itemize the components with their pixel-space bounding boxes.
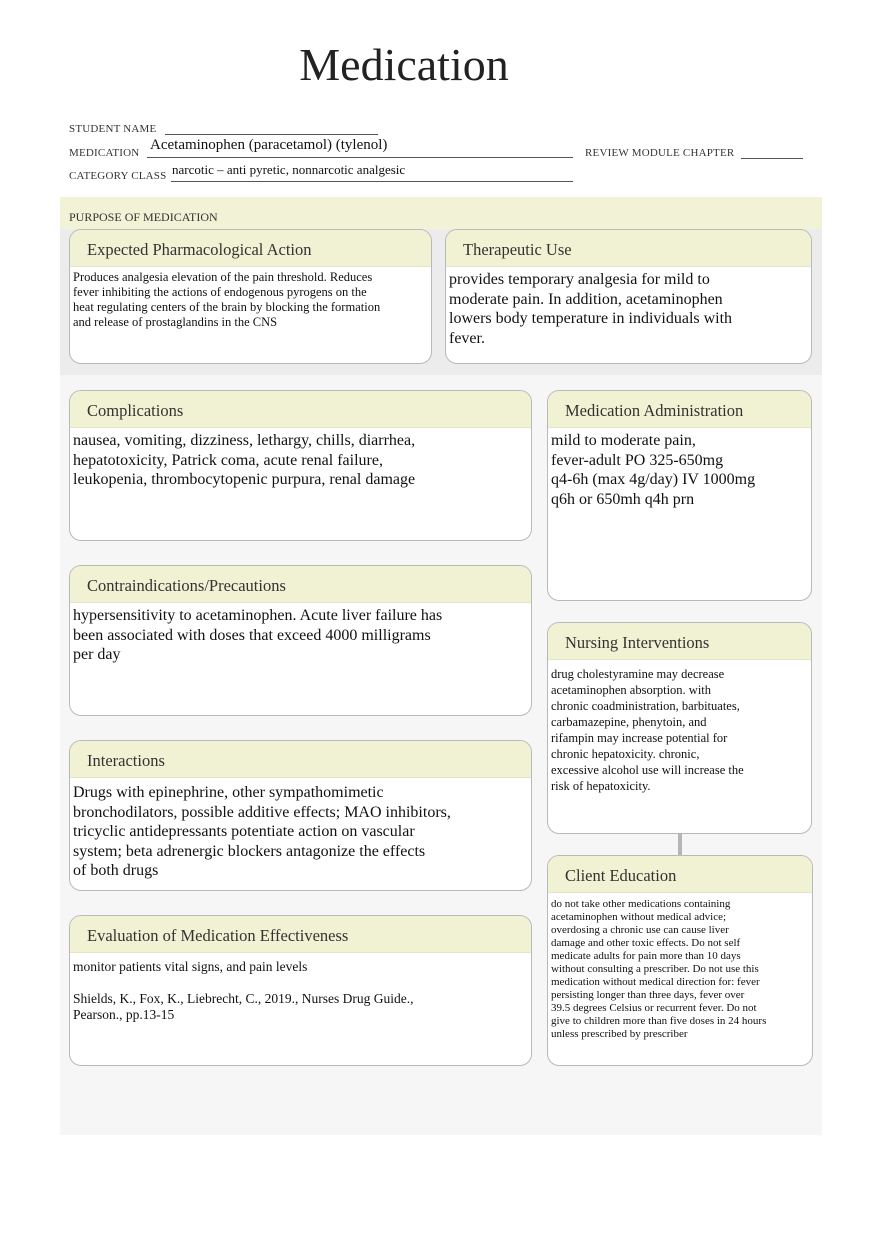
client-education-line: 39.5 degrees Celsius or recurrent fever. Do not (551, 1002, 757, 1014)
nursing-interventions-box (547, 622, 812, 834)
category-class-value: narcotic – anti pyretic, nonnarcotic analgesic (172, 162, 406, 177)
box-connector (678, 833, 682, 855)
nursing-interventions-title: Nursing Interventions (548, 623, 811, 660)
expected-action-content[interactable] (70, 267, 431, 330)
evaluation-line: monitor patients vital signs, and pain levels (73, 959, 308, 974)
client-education-line: damage and other toxic effects. Do not self (551, 937, 741, 949)
therapeutic-use-title: Therapeutic Use (446, 230, 811, 267)
interactions-content[interactable] (70, 778, 531, 881)
evaluation-spacer (73, 975, 527, 991)
therapeutic-use-line: fever. (449, 329, 485, 347)
expected-action-box (69, 229, 432, 364)
nursing-line: chronic coadministration, barbituates, (551, 699, 740, 713)
client-education-title: Client Education (548, 856, 812, 893)
nursing-line: acetaminophen absorption. with (551, 683, 712, 697)
administration-line: q4-6h (max 4g/day) IV 1000mg (551, 471, 756, 488)
medication-label: MEDICATION (69, 147, 140, 159)
page-title: Medication (299, 39, 509, 90)
nursing-interventions-content[interactable] (548, 660, 811, 794)
nursing-line: carbamazepine, phenytoin, and (551, 715, 707, 729)
expected-action-line: and release of prostaglandins in the CNS (73, 315, 278, 329)
complications-line: leukopenia, thrombocytopenic purpura, renal damage (73, 471, 416, 488)
client-education-line: medication without medical direction for: fever (551, 976, 760, 988)
nursing-line: risk of hepatoxicity. (551, 779, 651, 793)
client-education-line: acetaminophen without medical advice; (551, 911, 727, 923)
contraindications-box (69, 565, 532, 716)
interactions-line: system; beta adrenergic blockers antagonize the effects (73, 842, 426, 860)
evaluation-content[interactable] (70, 953, 531, 1023)
client-education-line: overdosing a chronic use can cause liver (551, 924, 729, 936)
complications-line: nausea, vomiting, dizziness, lethargy, chills, diarrhea, (73, 432, 416, 449)
nursing-line: chronic hepatoxicity. chronic, (551, 747, 700, 761)
interactions-line: Drugs with epinephrine, other sympathomimetic (73, 784, 384, 801)
client-education-box (547, 855, 813, 1066)
administration-title: Medication Administration (548, 391, 811, 428)
medication-field[interactable] (147, 137, 573, 158)
complications-box (69, 390, 532, 541)
evaluation-title: Evaluation of Medication Effectiveness (70, 916, 531, 953)
contraindications-content[interactable] (70, 603, 531, 665)
expected-action-line: fever inhibiting the actions of endogenous pyrogens on the (73, 285, 367, 299)
client-education-line: give to children more than five doses in 24 hours (551, 1015, 767, 1027)
expected-action-line: Produces analgesia elevation of the pain threshold. Reduces (73, 270, 373, 284)
category-class-label: CATEGORY CLASS (69, 170, 167, 182)
interactions-line: of both drugs (73, 862, 159, 879)
client-education-line: medicate adults for pain more than 10 days (551, 950, 741, 962)
client-education-content[interactable] (548, 893, 812, 1041)
therapeutic-use-box (445, 229, 812, 364)
client-education-line: persisting longer than three days, fever over (551, 989, 745, 1001)
evaluation-line: Pearson., pp.13-15 (73, 1007, 175, 1022)
student-name-field[interactable] (165, 118, 378, 135)
purpose-label: PURPOSE OF MEDICATION (69, 210, 218, 224)
medication-value: Acetaminophen (paracetamol) (tylenol) (150, 137, 388, 153)
therapeutic-use-content[interactable] (446, 267, 811, 348)
nursing-line: drug cholestyramine may decrease (551, 667, 725, 681)
administration-line: q6h or 650mh q4h prn (551, 490, 695, 508)
expected-action-title: Expected Pharmacological Action (70, 230, 431, 267)
client-education-line: do not take other medications containing (551, 898, 731, 910)
interactions-title: Interactions (70, 741, 531, 778)
review-module-field[interactable] (741, 142, 803, 159)
administration-content[interactable] (548, 428, 811, 509)
interactions-line: bronchodilators, possible additive effects; MAO inhibitors, (73, 803, 451, 821)
contraindications-line: hypersensitivity to acetaminophen. Acute liver failure has (73, 607, 443, 624)
category-class-field[interactable] (171, 162, 573, 182)
administration-line: fever-adult PO 325-650mg (551, 451, 724, 469)
expected-action-line: heat regulating centers of the brain by blocking the formation (73, 300, 381, 314)
therapeutic-use-line: provides temporary analgesia for mild to (449, 271, 710, 288)
therapeutic-use-line: moderate pain. In addition, acetaminophen (449, 290, 723, 308)
contraindications-line: been associated with doses that exceed 4000 milligrams (73, 626, 431, 644)
complications-title: Complications (70, 391, 531, 428)
evaluation-line: Shields, K., Fox, K., Liebrecht, C., 2019., Nurses Drug Guide., (73, 991, 414, 1006)
interactions-box (69, 740, 532, 891)
nursing-line: excessive alcohol use will increase the (551, 763, 744, 777)
complications-line: hepatotoxicity, Patrick coma, acute renal failure, (73, 451, 383, 469)
contraindications-line: per day (73, 646, 121, 663)
contraindications-title: Contraindications/Precautions (70, 566, 531, 603)
nursing-line: rifampin may increase potential for (551, 731, 728, 745)
administration-box (547, 390, 812, 601)
administration-line: mild to moderate pain, (551, 432, 696, 449)
therapeutic-use-line: lowers body temperature in individuals with (449, 310, 733, 327)
client-education-line: unless prescribed by prescriber (551, 1028, 688, 1040)
student-name-label: STUDENT NAME (69, 123, 157, 135)
complications-content[interactable] (70, 428, 531, 490)
review-module-label: REVIEW MODULE CHAPTER (585, 147, 735, 159)
client-education-line: without consulting a prescriber. Do not use this (551, 963, 759, 975)
evaluation-box (69, 915, 532, 1066)
interactions-line: tricyclic antidepressants potentiate action on vascular (73, 823, 415, 840)
